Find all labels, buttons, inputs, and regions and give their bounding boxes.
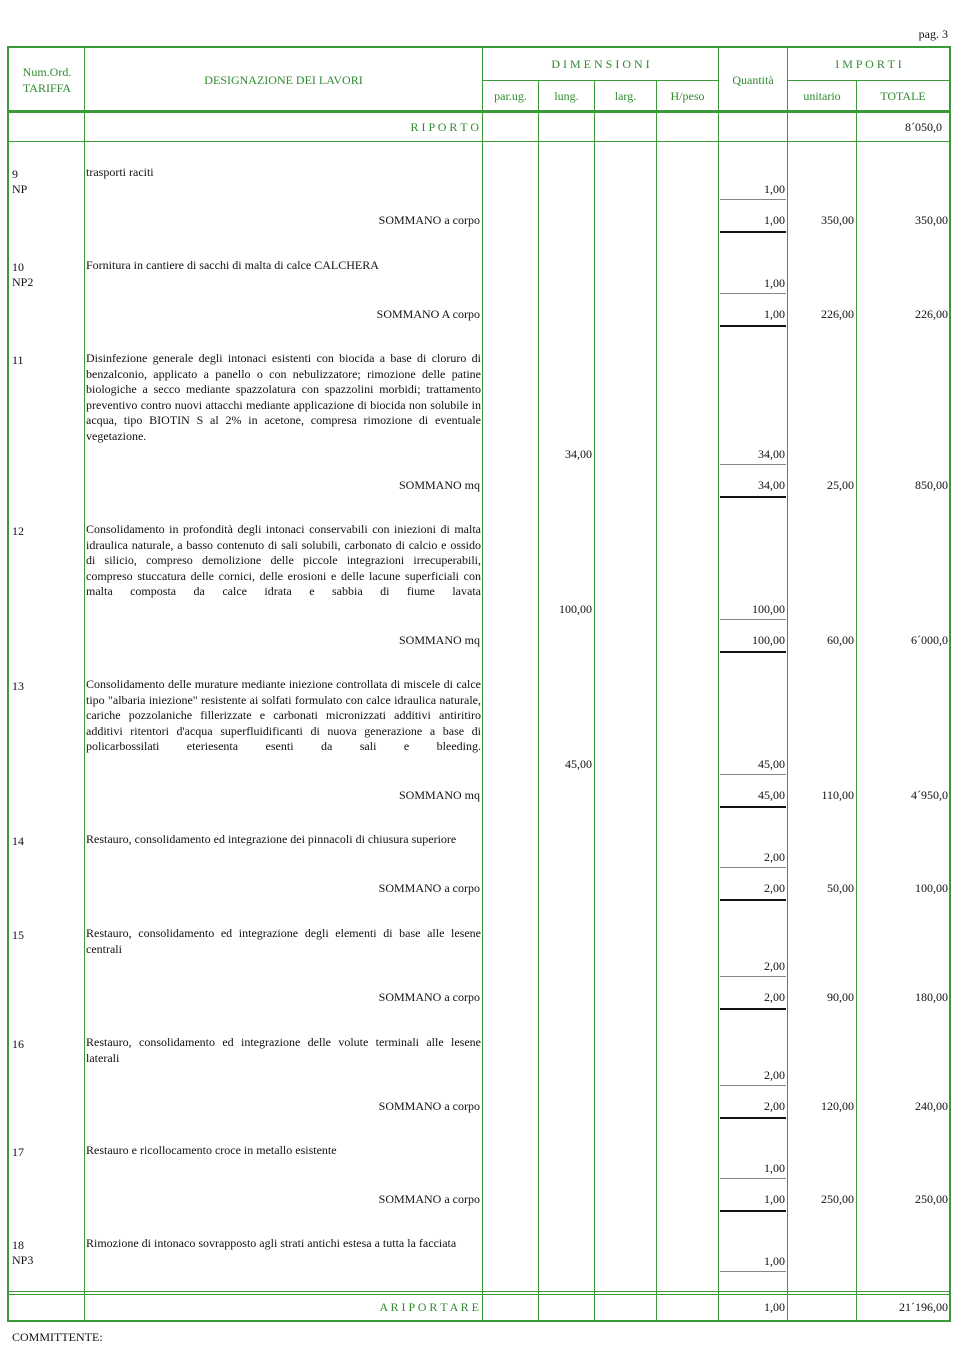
header-quantita: Quantità bbox=[732, 73, 774, 87]
header-lung: lung. bbox=[554, 89, 579, 103]
col-divider bbox=[538, 80, 539, 1320]
sommano-quantity: 45,00 bbox=[758, 788, 785, 802]
sommano-quantity: 2,00 bbox=[764, 881, 785, 895]
subtotal-rule bbox=[720, 199, 786, 200]
item-number: 14 bbox=[12, 834, 24, 848]
unit-price: 226,00 bbox=[821, 307, 854, 321]
a-riportare-qty: 1,00 bbox=[764, 1300, 785, 1314]
item-quantity: 1,00 bbox=[764, 276, 785, 290]
sommano-quantity: 34,00 bbox=[758, 478, 785, 492]
sommano-label: SOMMANO a corpo bbox=[378, 881, 480, 895]
unit-price: 50,00 bbox=[827, 881, 854, 895]
a-riportare-label: A R I P O R T A R E bbox=[379, 1300, 479, 1314]
header-num-ord: Num.Ord. bbox=[22, 65, 72, 79]
header-subdivider bbox=[483, 80, 718, 81]
riporto-label: R I P O R T O bbox=[410, 120, 479, 134]
item-number: 17 bbox=[12, 1145, 24, 1159]
line-total: 180,00 bbox=[915, 990, 948, 1004]
subtotal-rule bbox=[720, 293, 786, 294]
item-quantity: 1,00 bbox=[764, 1161, 785, 1175]
header-dimensioni: D I M E N S I O N I bbox=[551, 57, 650, 71]
item-tariffa-code: NP2 bbox=[12, 275, 34, 289]
unit-price: 250,00 bbox=[821, 1192, 854, 1206]
subtotal-rule bbox=[720, 1271, 786, 1272]
unit-price: 60,00 bbox=[827, 633, 854, 647]
total-rule bbox=[720, 651, 786, 653]
sommano-label: SOMMANO A corpo bbox=[376, 307, 480, 321]
total-rule bbox=[720, 325, 786, 327]
total-rule bbox=[720, 1008, 786, 1010]
sommano-quantity: 2,00 bbox=[764, 990, 785, 1004]
item-description: Restauro, consolidamento ed integrazione dei pinnacoli di chiusura superiore bbox=[86, 832, 457, 846]
item-lung-value: 34,00 bbox=[565, 447, 592, 461]
riporto-bottom-line bbox=[9, 141, 949, 142]
line-total: 850,00 bbox=[915, 478, 948, 492]
subtotal-rule bbox=[720, 464, 786, 465]
item-description: Restauro e ricollocamento croce in metallo esistente bbox=[86, 1143, 337, 1157]
line-total: 350,00 bbox=[915, 213, 948, 227]
item-number: 15 bbox=[12, 928, 24, 942]
item-description: Fornitura in cantiere di sacchi di malta di calce CALCHERA bbox=[86, 258, 379, 272]
sommano-quantity: 2,00 bbox=[764, 1099, 785, 1113]
item-number: 9 bbox=[12, 167, 18, 181]
header-unitario: unitario bbox=[803, 89, 841, 103]
item-quantity: 2,00 bbox=[764, 1068, 785, 1082]
item-tariffa-code: NP bbox=[12, 182, 28, 196]
item-quantity: 1,00 bbox=[764, 1254, 785, 1268]
header-subdivider bbox=[788, 80, 949, 81]
subtotal-rule bbox=[720, 976, 786, 977]
total-rule bbox=[720, 1117, 786, 1119]
sommano-label: SOMMANO mq bbox=[398, 478, 480, 492]
line-total: 240,00 bbox=[915, 1099, 948, 1113]
col-divider bbox=[656, 80, 657, 1320]
total-rule bbox=[720, 496, 786, 498]
total-rule bbox=[720, 231, 786, 233]
line-total: 250,00 bbox=[915, 1192, 948, 1206]
total-rule bbox=[720, 806, 786, 808]
item-quantity: 2,00 bbox=[764, 959, 785, 973]
sommano-quantity: 1,00 bbox=[764, 1192, 785, 1206]
sommano-quantity: 100,00 bbox=[752, 633, 785, 647]
item-quantity: 1,00 bbox=[764, 182, 785, 196]
item-number: 13 bbox=[12, 679, 24, 693]
item-lung-value: 45,00 bbox=[565, 757, 592, 771]
subtotal-rule bbox=[720, 1178, 786, 1179]
subtotal-rule bbox=[720, 619, 786, 620]
col-divider bbox=[718, 48, 719, 1320]
line-total: 4´950,0 bbox=[911, 788, 948, 802]
line-total: 226,00 bbox=[915, 307, 948, 321]
subtotal-rule bbox=[720, 1085, 786, 1086]
riporto-totale: 8´050,0 bbox=[905, 120, 942, 134]
item-description: Disinfezione generale degli intonaci esistenti con biocida a base di cloruro di benzalconio, applicato a panello o con nebulizzatore; rimozione delle patine biologiche a secco mediante spazzolatura con spazzolini morbidi; trattamento preventivo contro nuovi attacchi mediante applicazione di biocida non solubile in acqua, tipo BIOTIN S al 2% in acetone, compresa rimozione di eventuale vegetazione. bbox=[86, 351, 481, 443]
col-divider bbox=[482, 48, 483, 1320]
col-divider bbox=[856, 80, 857, 1320]
header-hpeso: H/peso bbox=[670, 89, 705, 103]
sommano-quantity: 1,00 bbox=[764, 213, 785, 227]
sommano-label: SOMMANO a corpo bbox=[378, 1099, 480, 1113]
item-description: Restauro, consolidamento ed integrazione degli elementi di base alle lesene centrali bbox=[86, 926, 481, 956]
item-lung-value: 100,00 bbox=[559, 602, 592, 616]
total-rule bbox=[720, 899, 786, 901]
sommano-label: SOMMANO mq bbox=[398, 633, 480, 647]
header-importi: I M P O R T I bbox=[835, 57, 902, 71]
item-number: 16 bbox=[12, 1037, 24, 1051]
total-rule bbox=[720, 1210, 786, 1212]
sommano-label: SOMMANO a corpo bbox=[378, 990, 480, 1004]
line-total: 100,00 bbox=[915, 881, 948, 895]
item-quantity: 45,00 bbox=[758, 757, 785, 771]
item-description: Consolidamento delle murature mediante iniezione controllata di miscele di calce tipo "albaria iniezione" resistente ai solfati formulato con calce idraulica naturale, cariche pozzolaniche fillerizzate e carbonati micronizzati additivi antiritiro additivi ritentori d'acqua superfluidificanti di nuova generazione a base di policarbossilati eteriesenta esenti da sali e bleeding. bbox=[86, 677, 481, 753]
col-divider bbox=[84, 48, 85, 1320]
subtotal-rule bbox=[720, 867, 786, 868]
a-riportare-totale: 21´196,00 bbox=[899, 1300, 948, 1314]
unit-price: 120,00 bbox=[821, 1099, 854, 1113]
col-divider bbox=[594, 80, 595, 1320]
sommano-quantity: 1,00 bbox=[764, 307, 785, 321]
item-number: 11 bbox=[12, 353, 24, 367]
header-totale: TOTALE bbox=[880, 89, 926, 103]
page-number: pag. 3 bbox=[918, 27, 948, 41]
item-number: 10 bbox=[12, 260, 24, 274]
unit-price: 90,00 bbox=[827, 990, 854, 1004]
subtotal-rule bbox=[720, 774, 786, 775]
header-par-ug: par.ug. bbox=[494, 89, 527, 103]
header-bottom-line bbox=[9, 112, 949, 113]
col-divider bbox=[787, 48, 788, 1320]
item-tariffa-code: NP3 bbox=[12, 1253, 34, 1267]
item-description: Rimozione di intonaco sovrapposto agli strati antichi estesa a tutta la facciata bbox=[86, 1236, 457, 1250]
header-tariffa: TARIFFA bbox=[22, 81, 72, 95]
footer-top-line bbox=[9, 1294, 949, 1295]
item-description: Consolidamento in profondità degli intonaci conservabili con iniezioni di malta idraulica naturale, a basso contenuto di sali solubili, carbonato di calcio e ossido di silicio, compreso demolizione delle piccole integrazioni irrecuperabili, compreso stuccatura delle cornici, delle erosioni e delle lacune superficiali con malta composta da calce idrata e sabbia di fiume lavata bbox=[86, 522, 481, 598]
item-quantity: 34,00 bbox=[758, 447, 785, 461]
footer-top-line bbox=[9, 1291, 949, 1292]
line-total: 6´000,0 bbox=[911, 633, 948, 647]
item-quantity: 2,00 bbox=[764, 850, 785, 864]
unit-price: 110,00 bbox=[821, 788, 854, 802]
item-description: trasporti raciti bbox=[86, 165, 154, 179]
sommano-label: SOMMANO a corpo bbox=[378, 1192, 480, 1206]
unit-price: 25,00 bbox=[827, 478, 854, 492]
committente-label: COMMITTENTE: bbox=[12, 1330, 103, 1344]
item-number: 12 bbox=[12, 524, 24, 538]
item-quantity: 100,00 bbox=[752, 602, 785, 616]
sommano-label: SOMMANO mq bbox=[398, 788, 480, 802]
item-number: 18 bbox=[12, 1238, 24, 1252]
item-description: Restauro, consolidamento ed integrazione delle volute terminali alle lesene laterali bbox=[86, 1035, 481, 1065]
sommano-label: SOMMANO a corpo bbox=[378, 213, 480, 227]
header-designazione: DESIGNAZIONE DEI LAVORI bbox=[204, 73, 363, 87]
unit-price: 350,00 bbox=[821, 213, 854, 227]
header-larg: larg. bbox=[614, 89, 637, 103]
